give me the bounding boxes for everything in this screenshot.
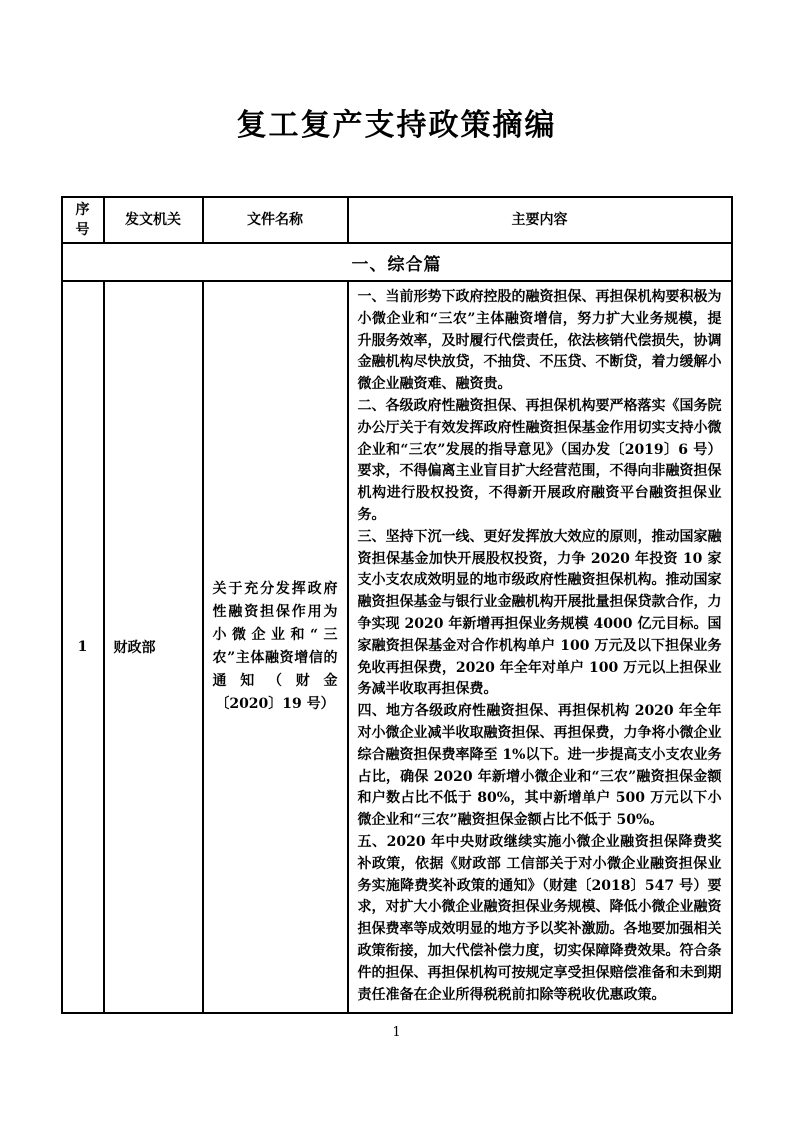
- section-title: 一、综合篇: [62, 243, 732, 281]
- cell-document-name: 关于充分发挥政府性融资担保作用为小微企业和“三农”主体融资增信的通知（财金〔2020〕19 号）: [203, 281, 348, 1013]
- content-paragraph-5: 五、2020 年中央财政继续实施小微企业融资担保降费奖补政策，依据《财政部 工信部关于对小微企业融资担保业务实施降费奖补政策的通知》（财建〔2018〕547 号）要求，对扩大小微企业融资担保业务规模、降低小微企业融资担保费率等成效明显的地方予以奖补激励。各地要加强相关政策衔接，加大代偿补偿力度，切实保障降费效果。符合条件的担保、再担保机构可按规定享受担保赔偿准备和未到期责任准备在企业所得税税前扣除等税收优惠政策。: [357, 833, 722, 1003]
- cell-main-content: [348, 281, 732, 1013]
- content-paragraph-1: 一、当前形势下政府控股的融资担保、再担保机构要积极为小微企业和“三农”主体融资增信，努力扩大业务规模，提升服务效率，及时履行代偿责任，依法核销代偿损失，协调金融机构尽快放贷，不抽贷、不压贷、不断贷，着力缓解小微企业融资难、融资贵。: [357, 289, 722, 393]
- header-cell-doc-name: 文件名称: [203, 197, 348, 243]
- header-cell-content: 主要内容: [348, 197, 732, 243]
- policy-table: [61, 196, 733, 1014]
- section-row: [62, 243, 732, 281]
- cell-issuing-agency: 财政部: [104, 281, 203, 1013]
- content-paragraph-3: 三、坚持下沉一线、更好发挥放大效应的原则，推动国家融资担保基金加快开展股权投资，力争 2020 年投资 10 家支小支农成效明显的地市级政府性融资担保机构。推动国家融资担保基金与银行业金融机构开展批量担保贷款合作，力争实现 2020 年新增再担保业务规模 4000 亿元目标。国家融资担保基金对合作机构单户 100 万元及以下担保业务免收再担保费，2020 年全年对单户 100 万元以上担保业务减半收取再担保费。: [357, 528, 722, 698]
- table-header-row: [62, 197, 732, 243]
- content-paragraph-2: 二、各级政府性融资担保、再担保机构要严格落实《国务院办公厅关于有效发挥政府性融资担保基金作用切实支持小微企业和“三农”发展的指导意见》（国办发〔2019〕6 号）要求，不得偏离主业盲目扩大经营范围，不得向非融资担保机构进行股权投资，不得新开展政府融资平台融资担保业务。: [357, 397, 722, 523]
- page-number: 1: [392, 1025, 401, 1041]
- header-cell-agency: 发文机关: [104, 197, 203, 243]
- table-row: [62, 281, 732, 1013]
- content-paragraph-4: 四、地方各级政府性融资担保、再担保机构 2020 年全年对小微企业减半收取融资担保、再担保费，力争将小微企业综合融资担保费率降至 1%以下。进一步提高支小支农业务占比，确保 2020 年新增小微企业和“三农”融资担保金额和户数占比不低于 80%，其中新增单户 500 万元以下小微企业和“三农”融资担保金额占比不低于 50%。: [357, 703, 722, 829]
- header-cell-no: 序号: [62, 197, 104, 243]
- cell-row-number: 1: [62, 281, 104, 1013]
- page-title: 复工复产支持政策摘编: [236, 108, 557, 143]
